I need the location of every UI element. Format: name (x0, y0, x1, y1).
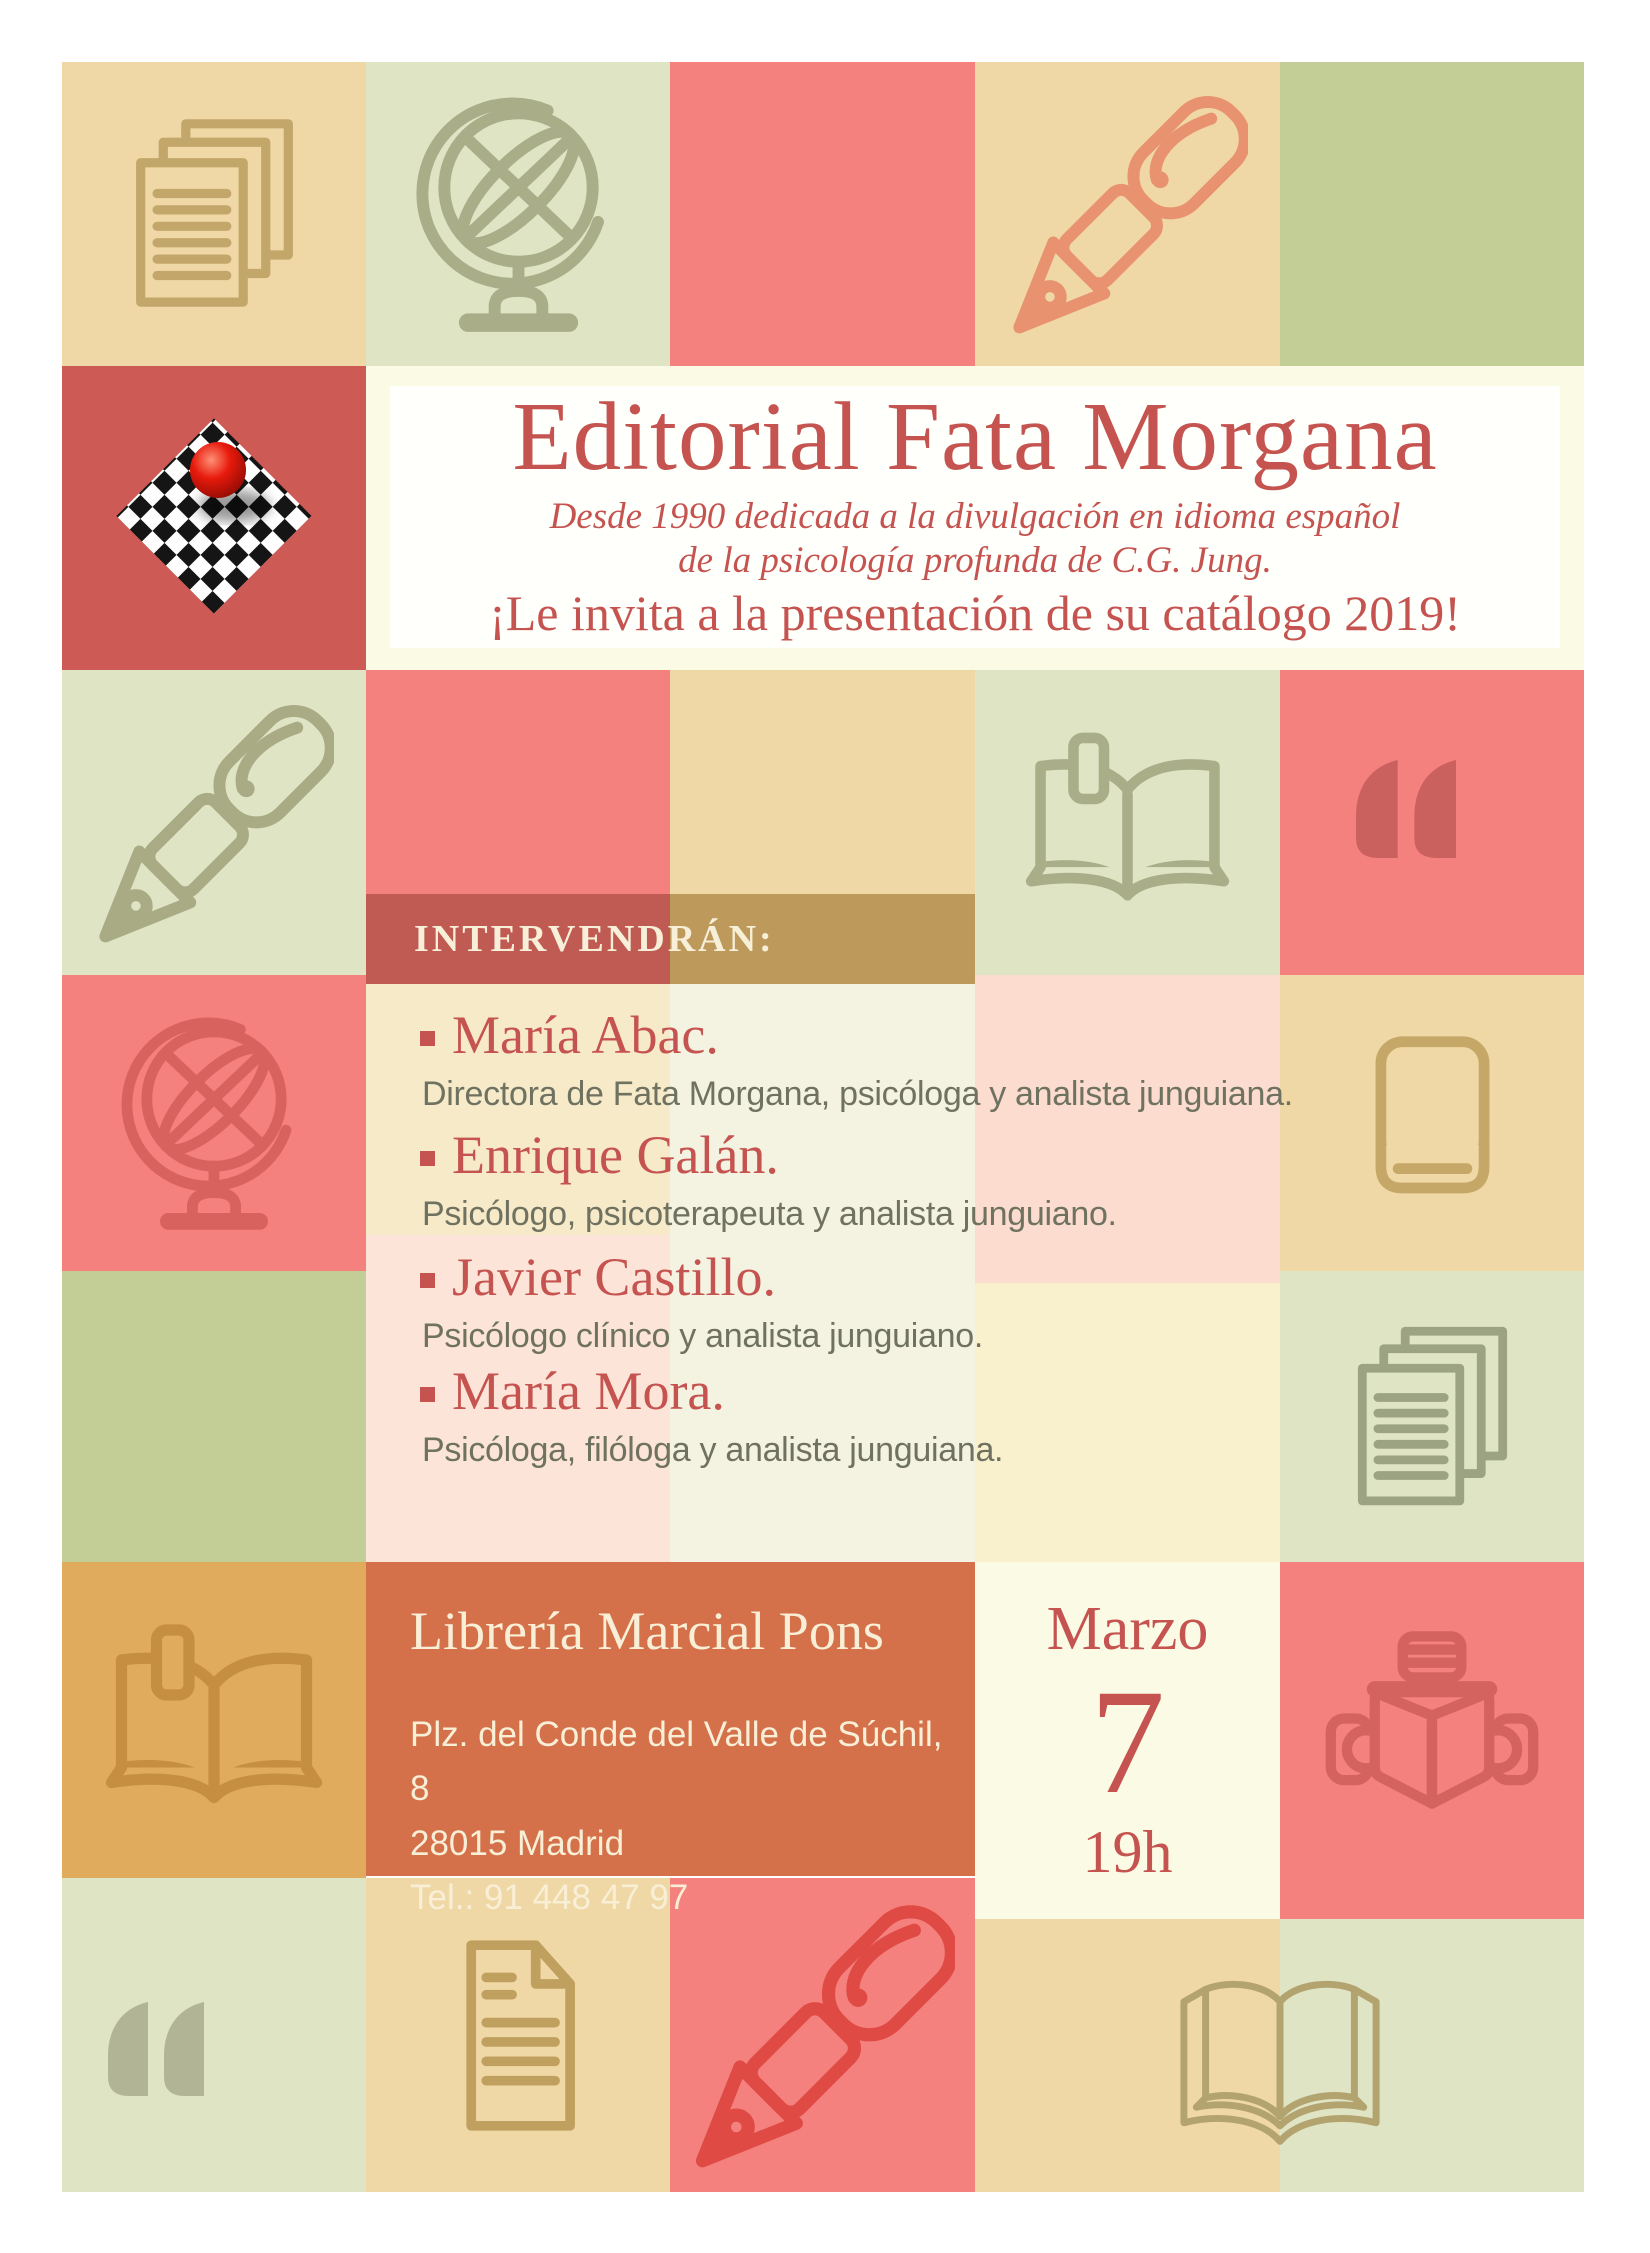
tile-openbook-large (1125, 1955, 1435, 2185)
tile-reading-coral (1280, 1562, 1584, 1919)
tagline-line2: de la psicología profunda de C.G. Jung. (678, 540, 1272, 582)
tile-pen-sage (62, 670, 366, 975)
event-date (975, 1595, 1280, 1885)
speaker-name: María Mora. (452, 1361, 725, 1421)
tile-pages-sage (1280, 1271, 1584, 1562)
docs-stack-icon (112, 104, 317, 324)
speaker-entry (420, 1362, 1320, 1470)
open-book-icon (89, 1595, 339, 1845)
fountain-pen-icon (1008, 94, 1248, 334)
event-day: 7 (1090, 1659, 1165, 1826)
publisher-tagline (550, 495, 1401, 584)
venue-info (410, 1600, 970, 1925)
open-book-icon (1010, 705, 1245, 940)
speaker-role: Psicóloga, filóloga y analista junguiana. (422, 1431, 1004, 1470)
quote-icon (1356, 745, 1456, 873)
tile-quote-coral (1280, 670, 1584, 975)
speaker-name: María Abac. (452, 1005, 719, 1065)
docs-stack-icon (1335, 1312, 1530, 1522)
tile-plain-olive-1 (1280, 62, 1584, 366)
speaker-entry (420, 1006, 1320, 1114)
tile-globe-coral (62, 975, 366, 1271)
header-card (390, 383, 1560, 648)
publisher-title: Editorial Fata Morgana (512, 383, 1438, 490)
speaker-name: Enrique Galán. (452, 1125, 779, 1185)
tile-document-tan (366, 1878, 670, 2192)
fountain-pen-icon (94, 703, 334, 943)
speaker-name: Javier Castillo. (452, 1247, 776, 1307)
tile-globe-sage (366, 62, 670, 366)
bullet-icon (420, 1273, 435, 1288)
venue-address-line2: 28015 Madrid (410, 1823, 625, 1863)
bullet-icon (420, 1031, 435, 1046)
reading-person-icon (1322, 1623, 1542, 1858)
tagline-line1: Desde 1990 dedicada a la divulgación en idioma español (549, 495, 1401, 537)
bullet-icon (420, 1387, 435, 1402)
speaker-role: Psicólogo clínico y analista junguiano. (422, 1317, 983, 1356)
closed-book-icon (1325, 1016, 1540, 1231)
logo-icon (62, 366, 366, 670)
quote-icon (108, 1994, 204, 2104)
event-month: Marzo (1046, 1595, 1209, 1663)
tile-pen-tan (975, 62, 1280, 366)
globe-icon (386, 76, 651, 352)
tile-openbook-gold (62, 1562, 366, 1878)
venue-address-line1: Plz. del Conde del Valle de Súchil, 8 (410, 1715, 943, 1809)
venue-phone: Tel.: 91 448 47 97 (410, 1877, 689, 1917)
tile-closedbook-tan (1280, 975, 1584, 1271)
speaker-role: Directora de Fata Morgana, psicóloga y analista junguiana. (422, 1075, 1293, 1114)
invitation-line: ¡Le invita a la presentación de su catálogo 2019! (489, 584, 1461, 641)
speaker-entry (420, 1248, 1320, 1356)
event-time: 19h (1082, 1819, 1173, 1886)
venue-name: Librería Marcial Pons (410, 1601, 884, 1661)
bg-row5-col1 (62, 1271, 366, 1562)
bullet-icon (420, 1151, 435, 1166)
speakers-heading: INTERVENDRÁN: (414, 918, 775, 960)
tile-quote-sage (62, 1878, 366, 2192)
fountain-pen-icon (690, 1903, 955, 2168)
speaker-role: Psicólogo, psicoterapeuta y analista junguiano. (422, 1195, 1117, 1234)
document-icon (411, 1923, 626, 2148)
open-book-large-icon (1125, 1959, 1435, 2181)
tile-plain-coral-1 (670, 62, 975, 366)
tile-pen-coral (670, 1878, 975, 2192)
tile-logo (62, 366, 366, 670)
globe-icon (94, 998, 334, 1248)
tile-book-sage (975, 670, 1280, 975)
speaker-entry (420, 1126, 1320, 1234)
venue-address (410, 1708, 970, 1925)
tile-pages-tan (62, 62, 366, 366)
